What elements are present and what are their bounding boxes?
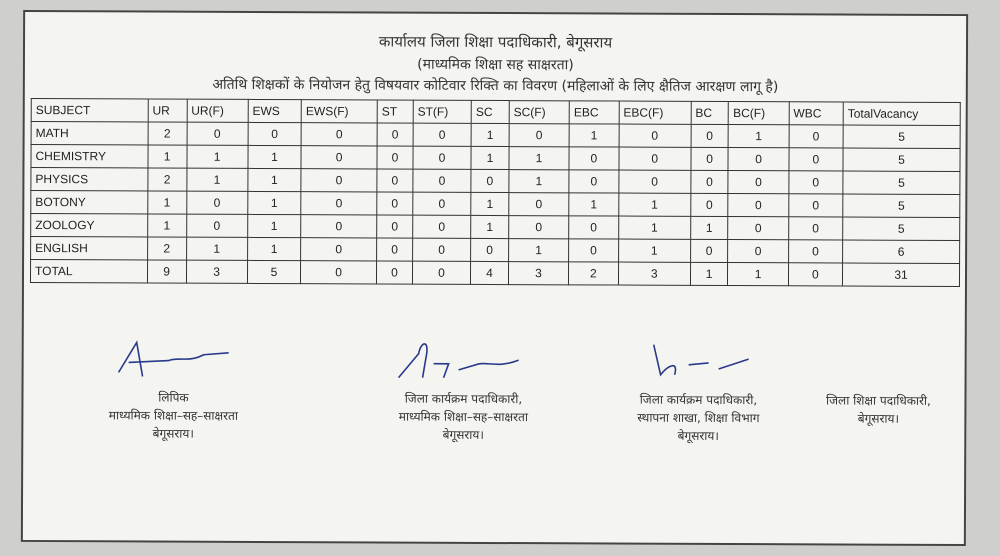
subject-cell: PHYSICS bbox=[31, 167, 148, 191]
vacancy-cell: 1 bbox=[247, 237, 301, 260]
vacancy-cell: 0 bbox=[569, 216, 619, 239]
vacancy-cell: 0 bbox=[509, 193, 569, 216]
vacancy-cell: 1 bbox=[471, 215, 509, 238]
column-header: TotalVacancy bbox=[843, 102, 960, 126]
vacancy-cell: 0 bbox=[569, 147, 619, 170]
signatory-location: बेगूसराय। bbox=[857, 411, 900, 426]
vacancy-cell: 0 bbox=[691, 170, 729, 193]
vacancy-cell: 5 bbox=[843, 217, 960, 241]
signature-block-clerk bbox=[63, 332, 283, 443]
subject-cell: BOTONY bbox=[31, 190, 148, 214]
vacancy-cell: 0 bbox=[187, 122, 248, 145]
vacancy-cell: 0 bbox=[248, 122, 302, 145]
vacancy-cell: 0 bbox=[413, 192, 471, 215]
vacancy-cell: 0 bbox=[619, 124, 691, 147]
vacancy-cell: 6 bbox=[843, 240, 960, 264]
vacancy-cell: 1 bbox=[618, 193, 690, 216]
vacancy-cell: 3 bbox=[508, 262, 568, 285]
subject-cell: ENGLISH bbox=[31, 236, 148, 260]
vacancy-cell: 5 bbox=[843, 194, 960, 218]
office-title: कार्यालय जिला शिक्षा पदाधिकारी, बेगूसराय bbox=[378, 32, 613, 52]
vacancy-cell: 0 bbox=[788, 194, 842, 217]
vacancy-cell: 1 bbox=[509, 170, 569, 193]
vacancy-cell: 1 bbox=[186, 145, 247, 168]
vacancy-cell: 1 bbox=[508, 239, 568, 262]
vacancy-cell: 0 bbox=[788, 217, 842, 240]
vacancy-cell: 0 bbox=[377, 238, 413, 261]
vacancy-cell: 0 bbox=[301, 123, 377, 146]
vacancy-cell: 5 bbox=[843, 125, 960, 149]
vacancy-cell: 0 bbox=[413, 123, 471, 146]
signatory-designation: जिला शिक्षा पदाधिकारी, bbox=[826, 393, 931, 408]
document-subtitle: अतिथि शिक्षकों के नियोजन हेतु विषयवार कोटिवार रिक्ति का विवरण (महिलाओं के लिए क्षैतिज आरक्षण लागू है) bbox=[212, 76, 779, 96]
vacancy-cell: 0 bbox=[691, 147, 729, 170]
column-header: UR bbox=[148, 99, 187, 122]
vacancy-cell: 0 bbox=[509, 124, 569, 147]
vacancy-cell: 0 bbox=[377, 146, 413, 169]
vacancy-cell: 3 bbox=[186, 260, 247, 283]
vacancy-cell: 0 bbox=[789, 171, 843, 194]
vacancy-cell: 0 bbox=[301, 261, 377, 284]
column-header: EBC bbox=[569, 101, 619, 124]
total-row bbox=[30, 259, 959, 286]
signatory-location: बेगूसराय। bbox=[152, 426, 194, 441]
vacancy-cell: 0 bbox=[471, 238, 509, 261]
vacancy-cell: 1 bbox=[147, 214, 186, 237]
column-header: EBC(F) bbox=[619, 101, 691, 124]
column-header: UR(F) bbox=[187, 99, 248, 122]
vacancy-cell: 0 bbox=[186, 214, 247, 237]
vacancy-cell: 0 bbox=[377, 123, 413, 146]
vacancy-cell: 1 bbox=[728, 263, 788, 286]
vacancy-cell: 1 bbox=[471, 123, 509, 146]
vacancy-cell: 3 bbox=[618, 262, 690, 285]
vacancy-cell: 31 bbox=[843, 263, 960, 287]
vacancy-cell: 0 bbox=[690, 239, 728, 262]
document-page bbox=[21, 10, 968, 546]
vacancy-cell: 5 bbox=[843, 148, 960, 172]
signatory-designation: जिला कार्यक्रम पदाधिकारी, bbox=[639, 392, 758, 408]
vacancy-cell: 0 bbox=[412, 261, 470, 284]
column-header: SC(F) bbox=[509, 101, 569, 124]
vacancy-cell: 0 bbox=[377, 261, 413, 284]
column-header: SC bbox=[471, 100, 509, 123]
vacancy-cell: 0 bbox=[301, 146, 377, 169]
signatory-location: बेगूसराय। bbox=[677, 428, 719, 443]
vacancy-cell: 0 bbox=[412, 238, 470, 261]
column-header: ST(F) bbox=[413, 100, 471, 123]
vacancy-cell: 0 bbox=[728, 217, 788, 240]
column-header: ST bbox=[377, 100, 413, 123]
subject-cell: TOTAL bbox=[30, 259, 147, 283]
vacancy-cell: 1 bbox=[569, 193, 619, 216]
vacancy-cell: 2 bbox=[147, 237, 186, 260]
table-body bbox=[30, 121, 960, 286]
vacancy-cell: 0 bbox=[186, 191, 247, 214]
section-title: (माध्यमिक शिक्षा सह साक्षरता) bbox=[417, 56, 574, 74]
vacancy-cell: 1 bbox=[148, 191, 187, 214]
vacancy-cell: 2 bbox=[148, 122, 187, 145]
column-header: EWS bbox=[248, 99, 302, 122]
vacancy-cell: 0 bbox=[471, 169, 509, 192]
handwritten-signature bbox=[109, 332, 239, 383]
vacancy-cell: 0 bbox=[301, 169, 377, 192]
vacancy-cell: 1 bbox=[247, 214, 301, 237]
column-header: SUBJECT bbox=[31, 98, 148, 122]
vacancy-cell: 0 bbox=[690, 193, 728, 216]
subject-cell: MATH bbox=[31, 121, 148, 145]
vacancy-cell: 0 bbox=[788, 263, 842, 286]
column-header: BC(F) bbox=[729, 102, 789, 125]
vacancy-cell: 0 bbox=[413, 169, 471, 192]
vacancy-cell: 1 bbox=[618, 216, 690, 239]
signature-block-dpo-secondary bbox=[353, 333, 573, 444]
vacancy-cell: 1 bbox=[728, 125, 788, 148]
vacancy-cell: 0 bbox=[728, 148, 788, 171]
vacancy-cell: 0 bbox=[728, 171, 788, 194]
vacancy-cell: 0 bbox=[728, 240, 788, 263]
signatory-designation: जिला कार्यक्रम पदाधिकारी, bbox=[404, 391, 523, 407]
vacancy-cell: 1 bbox=[248, 145, 302, 168]
signature-block-deo bbox=[788, 391, 968, 428]
vacancy-cell: 0 bbox=[569, 170, 619, 193]
vacancy-cell: 1 bbox=[248, 168, 302, 191]
vacancy-cell: 0 bbox=[789, 125, 843, 148]
vacancy-cell: 0 bbox=[377, 169, 413, 192]
vacancy-cell: 4 bbox=[471, 261, 509, 284]
signatory-department: माध्यमिक शिक्षा–सह–साक्षरता bbox=[108, 408, 239, 423]
vacancy-cell: 1 bbox=[690, 262, 728, 285]
signature-area bbox=[23, 332, 965, 536]
vacancy-cell: 2 bbox=[148, 168, 187, 191]
vacancy-cell: 0 bbox=[569, 239, 619, 262]
vacancy-cell: 0 bbox=[413, 146, 471, 169]
vacancy-cell: 1 bbox=[148, 145, 187, 168]
vacancy-cell: 1 bbox=[690, 216, 728, 239]
column-header: EWS(F) bbox=[301, 100, 377, 123]
signature-block-dpo-establishment bbox=[598, 334, 798, 445]
signatory-designation: लिपिक bbox=[158, 390, 189, 405]
vacancy-cell: 0 bbox=[619, 170, 691, 193]
vacancy-cell: 1 bbox=[509, 147, 569, 170]
column-header: WBC bbox=[789, 102, 843, 125]
subject-cell: ZOOLOGY bbox=[31, 213, 148, 237]
vacancy-cell: 0 bbox=[301, 192, 377, 215]
vacancy-cell: 0 bbox=[728, 194, 788, 217]
handwritten-signature bbox=[639, 335, 759, 386]
vacancy-cell: 1 bbox=[186, 168, 247, 191]
vacancy-cell: 9 bbox=[147, 260, 186, 283]
column-header: BC bbox=[691, 101, 729, 124]
vacancy-cell: 0 bbox=[301, 215, 377, 238]
vacancy-cell: 1 bbox=[186, 237, 247, 260]
vacancy-cell: 1 bbox=[471, 192, 509, 215]
vacancy-cell: 0 bbox=[301, 238, 377, 261]
vacancy-cell: 0 bbox=[789, 148, 843, 171]
signatory-location: बेगूसराय। bbox=[442, 427, 484, 442]
vacancy-cell: 5 bbox=[247, 260, 301, 283]
subject-cell: CHEMISTRY bbox=[31, 144, 148, 168]
handwritten-signature bbox=[389, 334, 539, 385]
vacancy-cell: 1 bbox=[569, 124, 619, 147]
vacancy-cell: 2 bbox=[569, 262, 619, 285]
vacancy-cell: 0 bbox=[619, 147, 691, 170]
vacancy-cell: 0 bbox=[377, 215, 413, 238]
vacancy-cell: 0 bbox=[509, 216, 569, 239]
vacancy-cell: 0 bbox=[691, 124, 729, 147]
vacancy-cell: 0 bbox=[413, 215, 471, 238]
signatory-department: स्थापना शाखा, शिक्षा विभाग bbox=[637, 410, 760, 426]
vacancy-cell: 1 bbox=[248, 191, 302, 214]
vacancy-cell: 0 bbox=[788, 240, 842, 263]
vacancy-cell: 1 bbox=[618, 239, 690, 262]
vacancy-cell: 0 bbox=[377, 192, 413, 215]
vacancy-table bbox=[30, 98, 961, 287]
signatory-department: माध्यमिक शिक्षा–सह–साक्षरता bbox=[398, 409, 529, 425]
vacancy-cell: 5 bbox=[843, 171, 960, 195]
vacancy-cell: 1 bbox=[471, 146, 509, 169]
